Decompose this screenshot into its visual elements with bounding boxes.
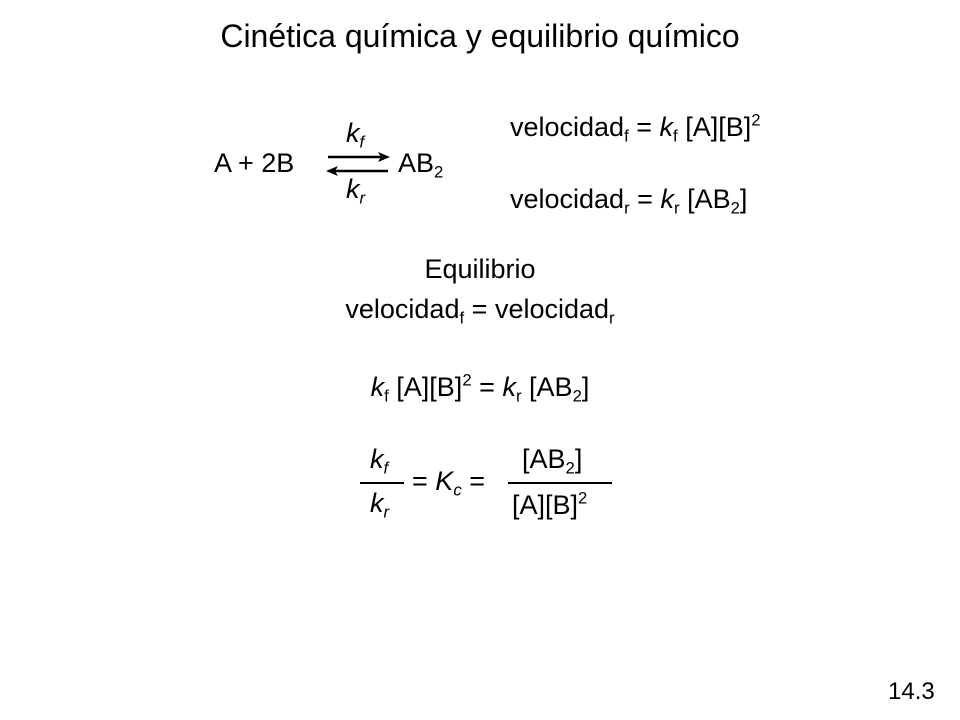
page-number: 14.3 — [888, 678, 935, 705]
concentration-denominator: $[A][B]^2$ — [512, 488, 588, 520]
forward-rate-constant: $k_f$ — [346, 118, 365, 152]
reaction-reactants: A + 2B — [214, 148, 295, 178]
concentration-fraction-bar — [508, 482, 612, 484]
slide-title: Cinética química y equilibrio químico — [220, 18, 740, 54]
reverse-rate-constant: $k_r$ — [346, 174, 366, 208]
rate-equality: $k_f$ $[A][B]^2 = k_r$ $[AB_2]$ — [370, 370, 590, 406]
kc-symbol: = $K_c$ = — [412, 466, 485, 500]
kc-fraction-denominator: $k_r$ — [370, 488, 390, 522]
kc-fraction-numerator: $k_f$ — [370, 444, 389, 478]
equilibrium-heading: Equilibrio — [424, 254, 536, 284]
equilibrium-condition: velocidad$_f$ = velocidad$_r$ — [345, 294, 615, 328]
kc-fraction-bar — [360, 482, 404, 484]
reverse-rate-law: velocidad$_r$ = $k_r$ $[AB_2]$ — [510, 184, 748, 218]
forward-rate-law: velocidad$_f$ = $k_f$ $[A][B]^2$ — [510, 110, 761, 146]
concentration-numerator: $[AB_2]$ — [522, 444, 583, 478]
reaction-product: $AB_2$ — [398, 148, 444, 182]
